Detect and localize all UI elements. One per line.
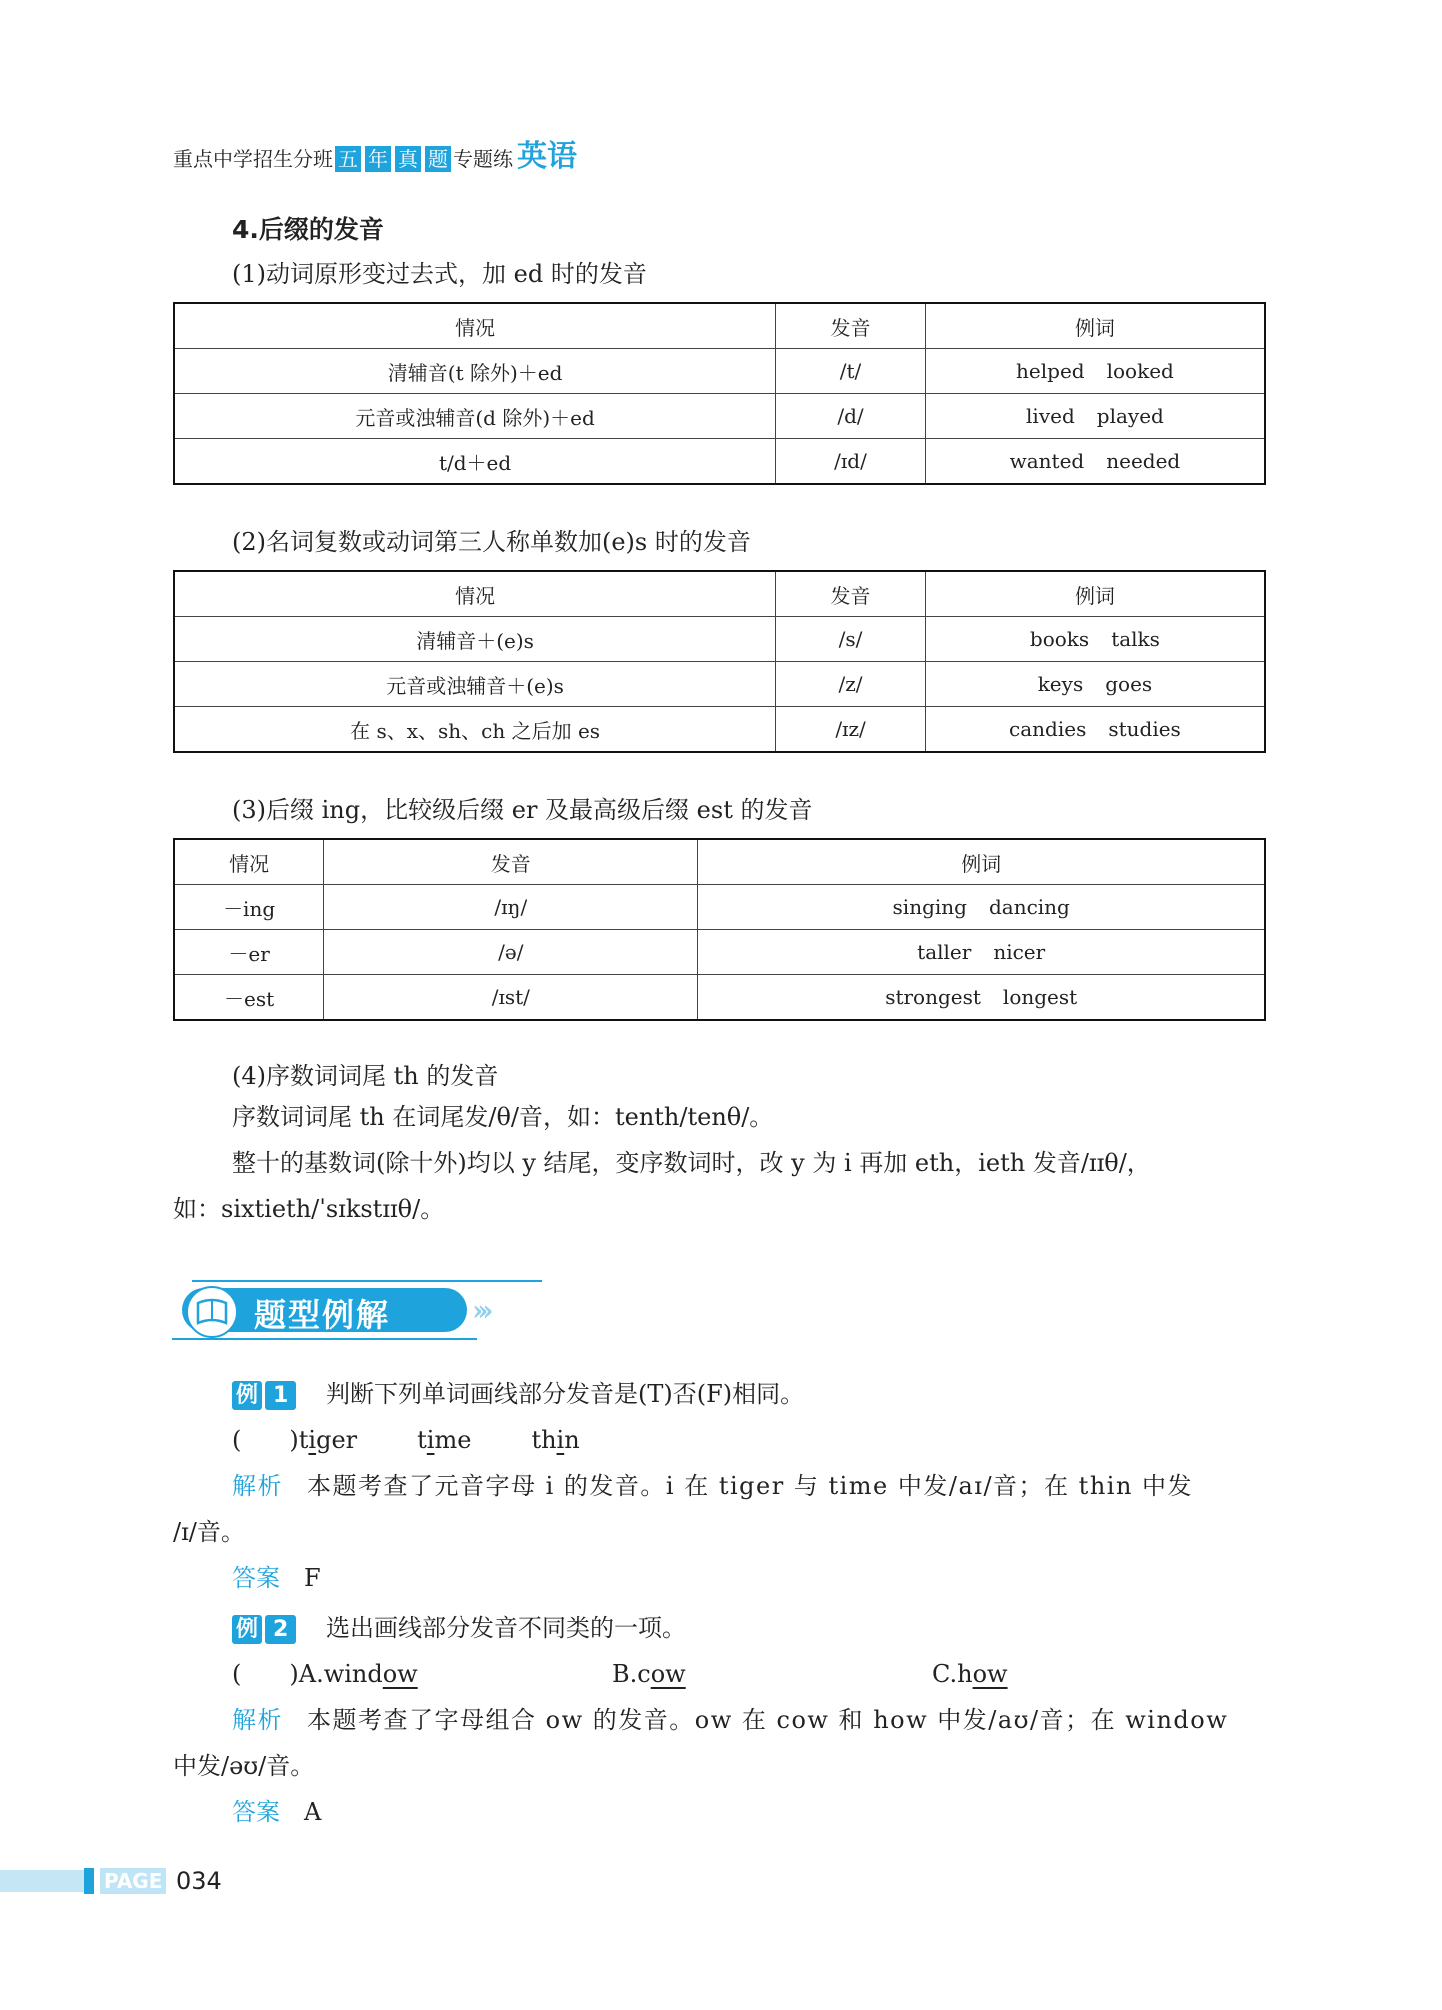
section-title: 4.后缀的发音	[232, 215, 384, 244]
answer-text: F	[304, 1564, 321, 1592]
paragraph-ieth-line1: 整十的基数词(除十外)均以 y 结尾，变序数词时，改 y 为 i 再加 eth，ieth 发音/ɪɪθ/，	[232, 1149, 1151, 1177]
banner-title: 题型例解	[254, 1296, 391, 1334]
banner-top-line	[192, 1280, 542, 1282]
paragraph-ieth-line2: 如：sixtieth/ˈsɪkstɪɪθ/。	[173, 1195, 445, 1223]
pron-cell: /d/	[776, 394, 926, 439]
answer-label: 答案	[232, 1564, 280, 1592]
banner-bottom-line	[172, 1338, 477, 1340]
answer-blank: ( )	[232, 1426, 299, 1454]
page-word: PAGE	[100, 1868, 166, 1894]
case-cell: －er	[174, 930, 324, 975]
table-ed-pronunciation	[173, 302, 1266, 485]
example-cell	[925, 707, 1265, 753]
option-b	[612, 1659, 686, 1689]
example-word: helped	[1016, 359, 1085, 383]
example-word: books	[1029, 627, 1090, 651]
example-badge-number: 2	[265, 1615, 296, 1644]
example-2-badge	[232, 1615, 296, 1645]
example-word: nicer	[993, 940, 1046, 964]
example-word: talks	[1111, 627, 1160, 651]
header-cell: 例词	[698, 839, 1265, 885]
table-row	[174, 930, 1265, 975]
word-option	[417, 1426, 471, 1454]
example-1-analysis-line2: /ɪ/音。	[173, 1518, 245, 1546]
example-2-prompt: 选出画线部分发音不同类的一项。	[325, 1614, 686, 1642]
underlined-part: ow	[650, 1660, 686, 1688]
table-row	[174, 885, 1265, 930]
option-c	[932, 1659, 1008, 1689]
header-cell: 例词	[925, 303, 1265, 349]
table-row	[174, 707, 1265, 753]
header-highlight-2: 年	[365, 146, 391, 172]
example-word: lived	[1026, 404, 1075, 428]
word-part: ger	[316, 1426, 358, 1454]
example-2-prompt-line	[232, 1613, 686, 1645]
analysis-label: 解析	[232, 1706, 283, 1734]
section-banner	[172, 1280, 552, 1350]
example-cell	[698, 885, 1265, 930]
header-suffix: 专题练	[453, 147, 513, 171]
header-cell: 情况	[174, 303, 776, 349]
analysis-text: 本题考查了字母组合 ow 的发音。ow 在 cow 和 how 中发/aʊ/音；在 window	[307, 1706, 1229, 1734]
table-suffix-pronunciation	[173, 838, 1266, 1021]
example-2-analysis-line1	[232, 1705, 1228, 1735]
word-part: th	[531, 1426, 557, 1454]
underlined-part: i	[426, 1426, 435, 1454]
header-highlight-4: 题	[425, 146, 451, 172]
case-cell: －est	[174, 975, 324, 1021]
header-cell: 例词	[925, 571, 1265, 617]
example-cell	[925, 662, 1265, 707]
example-word: singing	[892, 895, 967, 919]
subheading-2: (2)名词复数或动词第三人称单数加(e)s 时的发音	[232, 528, 751, 556]
case-cell: －ing	[174, 885, 324, 930]
pron-cell: /s/	[776, 617, 926, 662]
example-badge-number: 1	[265, 1381, 296, 1410]
example-word: candies	[1009, 717, 1087, 741]
example-1-analysis-line1	[232, 1471, 1193, 1501]
header-cell: 情况	[174, 571, 776, 617]
example-word: looked	[1106, 359, 1174, 383]
underlined-part: i	[308, 1426, 317, 1454]
example-cell	[925, 439, 1265, 485]
answer-label: 答案	[232, 1798, 280, 1826]
pron-cell: /ɪŋ/	[324, 885, 698, 930]
book-icon	[186, 1286, 238, 1338]
example-badge-word: 例	[232, 1381, 262, 1410]
underlined-part: ow	[382, 1660, 418, 1688]
example-2-answer-line	[232, 1797, 321, 1827]
header-highlight-1: 五	[335, 146, 361, 172]
header-cell: 情况	[174, 839, 324, 885]
example-cell	[925, 349, 1265, 394]
footer-block	[84, 1868, 94, 1894]
example-word: needed	[1106, 449, 1181, 473]
table-row	[174, 662, 1265, 707]
option-part: B.c	[612, 1660, 651, 1688]
example-1-badge	[232, 1381, 296, 1411]
example-2-options-line	[232, 1659, 1032, 1689]
header-subject: 英语	[517, 139, 577, 174]
table-es-pronunciation	[173, 570, 1266, 753]
table-header-row	[174, 303, 1265, 349]
analysis-label: 解析	[232, 1472, 283, 1500]
footer-bar	[0, 1870, 84, 1892]
case-cell: t/d＋ed	[174, 439, 776, 485]
table-header-row	[174, 839, 1265, 885]
case-cell: 清辅音(t 除外)＋ed	[174, 349, 776, 394]
page-number: 034	[176, 1867, 222, 1895]
example-cell	[925, 394, 1265, 439]
example-word: taller	[917, 940, 972, 964]
underlined-part: ow	[972, 1660, 1008, 1688]
example-cell	[925, 617, 1265, 662]
table-row	[174, 394, 1265, 439]
example-cell	[698, 975, 1265, 1021]
example-word: goes	[1105, 672, 1153, 696]
subheading-1: (1)动词原形变过去式，加 ed 时的发音	[232, 260, 647, 288]
example-1-prompt-line	[232, 1379, 804, 1411]
case-cell: 元音或浊辅音＋(e)s	[174, 662, 776, 707]
word-part: t	[417, 1426, 427, 1454]
example-word: longest	[1002, 985, 1078, 1009]
word-part: me	[434, 1426, 472, 1454]
paragraph-th: 序数词词尾 th 在词尾发/θ/音，如：tenth/tenθ/。	[232, 1103, 774, 1131]
example-badge-word: 例	[232, 1615, 262, 1644]
pron-cell: /z/	[776, 662, 926, 707]
example-word: played	[1096, 404, 1164, 428]
subheading-4: (4)序数词词尾 th 的发音	[232, 1062, 499, 1090]
example-word: keys	[1037, 672, 1084, 696]
pron-cell: /t/	[776, 349, 926, 394]
example-1-words-line	[232, 1425, 580, 1455]
answer-text: A	[304, 1798, 322, 1826]
example-word: studies	[1108, 717, 1181, 741]
option-part: C.h	[932, 1660, 973, 1688]
header-cell: 发音	[776, 303, 926, 349]
header-highlight-3: 真	[395, 146, 421, 172]
header-cell: 发音	[324, 839, 698, 885]
running-header	[173, 139, 577, 174]
option-part: A.wind	[298, 1660, 383, 1688]
pron-cell: /ə/	[324, 930, 698, 975]
table-row	[174, 439, 1265, 485]
example-1-answer-line	[232, 1563, 321, 1593]
example-word: dancing	[988, 895, 1070, 919]
pron-cell: /ɪz/	[776, 707, 926, 753]
case-cell: 在 s、x、sh、ch 之后加 es	[174, 707, 776, 753]
example-cell	[698, 930, 1265, 975]
word-part: t	[298, 1426, 309, 1454]
example-1-prompt: 判断下列单词画线部分发音是(T)否(F)相同。	[325, 1380, 805, 1408]
page-footer	[0, 1868, 230, 1894]
word-part: n	[564, 1426, 580, 1454]
word-option	[531, 1426, 579, 1454]
word-option	[299, 1426, 357, 1454]
pron-cell: /ɪst/	[324, 975, 698, 1021]
table-row	[174, 617, 1265, 662]
example-word: strongest	[885, 985, 981, 1009]
analysis-text: 本题考查了元音字母 i 的发音。i 在 tiger 与 time 中发/aɪ/音；在 thin 中发	[307, 1472, 1194, 1500]
table-row	[174, 975, 1265, 1021]
underlined-part: i	[556, 1426, 565, 1454]
answer-blank: ( )	[232, 1660, 299, 1688]
case-cell: 清辅音＋(e)s	[174, 617, 776, 662]
option-a	[299, 1660, 418, 1688]
example-word: wanted	[1009, 449, 1085, 473]
table-header-row	[174, 571, 1265, 617]
subheading-3: (3)后缀 ing，比较级后缀 er 及最高级后缀 est 的发音	[232, 796, 813, 824]
case-cell: 元音或浊辅音(d 除外)＋ed	[174, 394, 776, 439]
header-cell: 发音	[776, 571, 926, 617]
pron-cell: /ɪd/	[776, 439, 926, 485]
example-2-analysis-line2: 中发/əʊ/音。	[173, 1752, 315, 1780]
header-prefix: 重点中学招生分班	[173, 147, 333, 171]
arrows-icon: ›››	[472, 1294, 488, 1327]
table-row	[174, 349, 1265, 394]
